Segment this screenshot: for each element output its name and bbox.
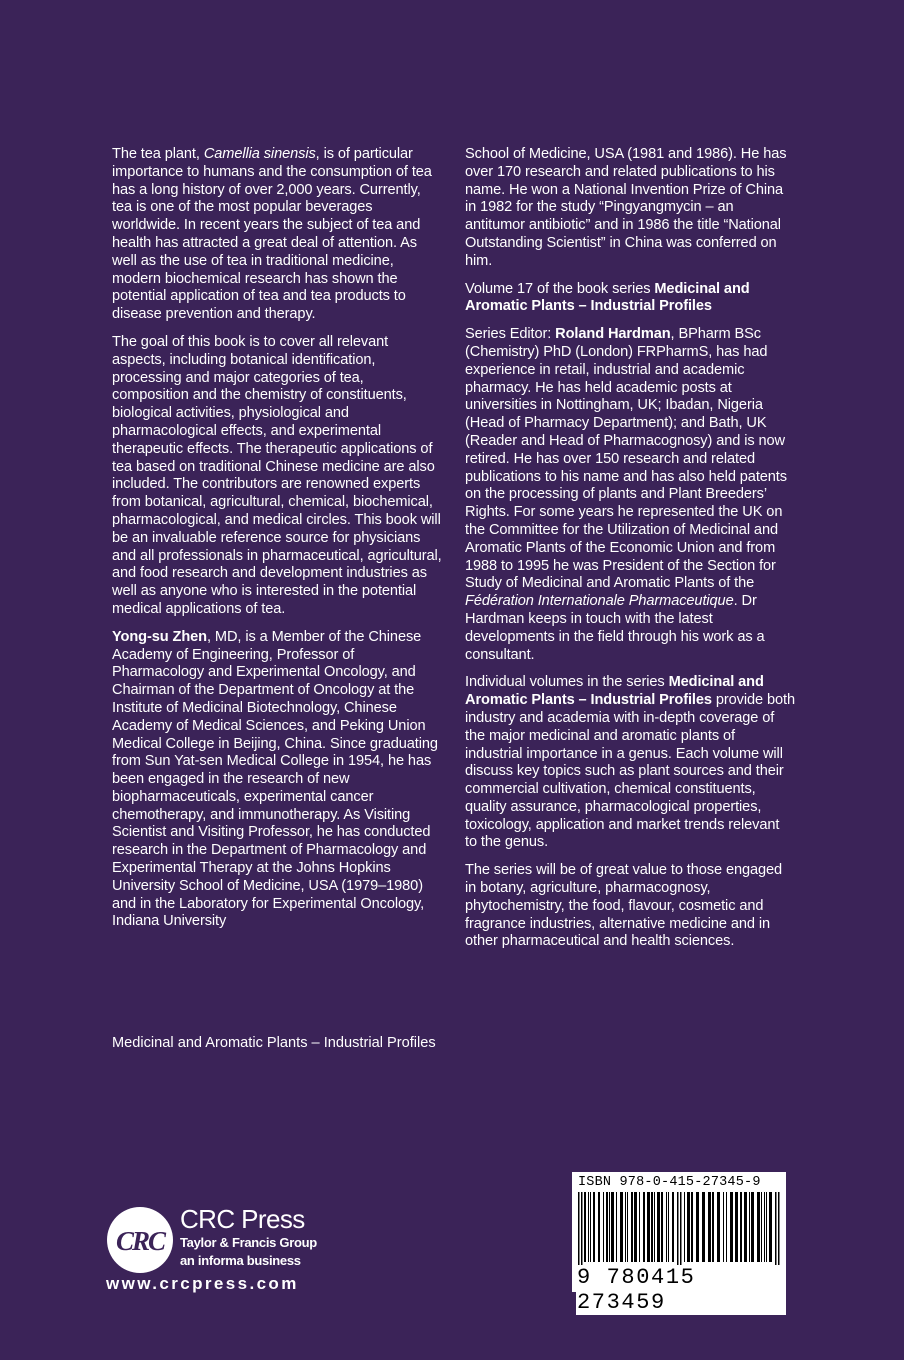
- crc-logo-mark: CRC: [115, 1226, 165, 1256]
- barcode-bar: [726, 1192, 727, 1262]
- barcode-bar: [684, 1192, 685, 1262]
- barcode-bar: [661, 1192, 663, 1262]
- barcode-bar: [647, 1192, 650, 1262]
- barcode-bar: [631, 1192, 633, 1262]
- barcode-bar: [609, 1192, 610, 1262]
- series-editor-paragraph: Series Editor: Roland Hardman, BPharm BSc (Chemistry) PhD (London) FRPharmS, has had experience in retail, industrial and academic pharmacy. He has held academic posts at universities in Nottingham, UK; Ibadan, Nigeria (Head of Pharmacy Department); and Bath, UK (Reader and Head of Pharmacognosy) and is now retired. He has over 150 research and related publications to his name and has also held patents on the processing of plants and Plant Breeders’ Rights. For some years he represented the UK on the Committee for the Utilization of Medicinal and Aromatic Plants of the Economic Union and from 1988 to 1995 he was President of the Section for Study of Medicinal and Aromatic Plants of the Fédération Internationale Pharmaceutique. Dr Hardman keeps in touch with the latest developments in the field through his work as a consultant.: [465, 326, 787, 663]
- barcode-bar: [657, 1192, 660, 1262]
- barcode-bar: [749, 1192, 750, 1262]
- series-title: Medicinal and Aromatic Plants – Industrial Profiles: [465, 280, 750, 315]
- barcode-bar: [668, 1192, 669, 1262]
- barcode-bar: [639, 1192, 640, 1262]
- barcode-bar: [764, 1192, 765, 1262]
- barcode-bar: [616, 1192, 617, 1262]
- barcode-bar: [672, 1192, 674, 1262]
- barcode-bar: [761, 1192, 762, 1262]
- barcode-bar: [581, 1192, 583, 1272]
- publisher-business: an informa business: [180, 1253, 301, 1268]
- publisher-url: www.crcpress.com: [106, 1274, 299, 1293]
- barcode-bar: [775, 1192, 777, 1272]
- barcode-bar: [654, 1192, 655, 1262]
- series-footer: Medicinal and Aromatic Plants – Industrial Profiles: [112, 1035, 436, 1051]
- barcode-bar: [588, 1192, 589, 1262]
- barcode-bar: [590, 1192, 591, 1262]
- barcode-bar: [687, 1192, 690, 1262]
- barcode-bar: [603, 1192, 604, 1262]
- barcode-bar: [611, 1192, 614, 1262]
- barcode-bar: [625, 1192, 626, 1262]
- barcode-bar: [593, 1192, 595, 1262]
- barcode-bar: [606, 1192, 608, 1262]
- barcode-bar: [778, 1192, 780, 1272]
- publisher-text: [180, 1204, 317, 1270]
- barcode-bar: [717, 1192, 720, 1262]
- barcode-bar: [696, 1192, 699, 1262]
- barcode-bar: [740, 1192, 742, 1262]
- intro-paragraph: The tea plant, Camellia sinensis, is of particular importance to humans and the consumption of tea has a long history of over 2,000 years. Currently, tea is one of the most popular beverages worldwide. In recent years the subject of tea and health has attracted a great deal of attention. As well as the use of tea in traditional medicine, modern biochemical research has shown the potential application of tea and tea products to disease prevention and therapy.: [112, 146, 432, 323]
- editor-name: Roland Hardman: [555, 326, 671, 343]
- barcode-bar: [584, 1192, 586, 1262]
- ean-digits: 9 780415 273459: [576, 1265, 786, 1315]
- barcode-bars-icon: [578, 1192, 780, 1272]
- barcode-bar: [627, 1192, 628, 1262]
- author-bio-continued: School of Medicine, USA (1981 and 1986). He has over 170 research and related publications to his name. He won a National Invention Prize of China in 1982 for the study “Pingyangmycin – an antitumor antibiotic” and in 1986 the title “National Outstanding Scientist” in China was conferred on him.: [465, 146, 787, 269]
- author-name: Yong-su Zhen: [112, 628, 207, 645]
- barcode-bar: [730, 1192, 733, 1262]
- barcode-bar: [651, 1192, 653, 1262]
- right-column: [465, 146, 795, 961]
- federation-name: Fédération Internationale Pharmaceutique: [465, 593, 734, 610]
- series-description-paragraph: Individual volumes in the series Medicinal and Aromatic Plants – Industrial Profiles provide both industry and academia with in-depth coverage of the major medicinal and aromatic plants of industrial importance in a genus. Each volume will discuss key topics such as plant sources and their commercial cultivation, chemical constituents, quality assurance, pharmacological properties, toxicology, application and market trends relevant to the genus.: [465, 674, 795, 851]
- isbn-label: ISBN 978-0-415-27345-9: [578, 1175, 761, 1190]
- left-column: [112, 146, 444, 941]
- barcode-bar: [702, 1192, 705, 1262]
- barcode-bar: [691, 1192, 693, 1262]
- barcode-bar: [620, 1192, 623, 1262]
- publisher-group: Taylor & Francis Group: [180, 1235, 317, 1250]
- barcode-bar: [769, 1192, 772, 1262]
- barcode-bar: [598, 1192, 600, 1262]
- barcode-bar: [677, 1192, 679, 1272]
- barcode-bar: [666, 1192, 667, 1262]
- volume-paragraph: Volume 17 of the book series Medicinal and Aromatic Plants – Industrial Profiles: [465, 280, 750, 315]
- publisher-logo: [106, 1204, 346, 1304]
- barcode-bar: [712, 1192, 714, 1262]
- barcode-bar: [744, 1192, 747, 1262]
- barcode-bar: [735, 1192, 738, 1262]
- barcode-bar: [708, 1192, 711, 1262]
- author-bio-paragraph: Yong-su Zhen, MD, is a Member of the Chinese Academy of Engineering, Professor of Pharmacology and Experimental Oncology, and Chairman of the Department of Oncology at the Institute of Medicinal Biotechnology, Chinese Academy of Medical Sciences, and Peking Union Medical College in Beijing, China. Since graduating from Sun Yat-sen Medical College in 1954, he has been engaged in the research of new biopharmaceuticals, experimental cancer chemotherapy, and immunotherapy. As Visiting Scientist and Visiting Professor, he has conducted research in the Department of Pharmacology and Experimental Therapy at the Johns Hopkins University School of Medicine, USA (1979–1980) and in the Laboratory for Experimental Oncology, Indiana University: [112, 628, 438, 930]
- barcode-bar: [578, 1192, 580, 1272]
- barcode: [572, 1172, 786, 1315]
- species-name: Camellia sinensis: [203, 146, 316, 162]
- barcode-bar: [680, 1192, 682, 1272]
- barcode-bar: [766, 1192, 767, 1262]
- barcode-bar: [723, 1192, 724, 1262]
- publisher-name: CRC Press: [180, 1204, 305, 1234]
- barcode-bar: [751, 1192, 754, 1262]
- series-value-paragraph: The series will be of great value to those engaged in botany, agriculture, pharmacognosy, phytochemistry, the food, flavour, cosmetic and fragrance industries, alternative medicine and in other pharmaceutical and health sciences.: [465, 862, 783, 950]
- barcode-bar: [634, 1192, 637, 1262]
- crc-logo-icon: [106, 1206, 174, 1274]
- series-title: Medicinal and Aromatic Plants – Industrial Profiles: [465, 674, 764, 709]
- barcode-bar: [643, 1192, 645, 1262]
- goal-paragraph: The goal of this book is to cover all relevant aspects, including botanical identification, processing and major categories of tea, composition and the chemistry of constituents, biological activities, physiological and pharmacological effects, and experimental therapeutic effects. The therapeutic applications of tea based on traditional Chinese medicine are also included. The contributors are renowned experts from botanical, agricultural, chemical, biochemical, pharmacological, and medical circles. This book will be an invaluable reference source for physicians and all professionals in pharmaceutical, agricultural, and food research and development industries as well as anyone who is interested in the potential medical applications of tea.: [112, 333, 442, 617]
- barcode-bar: [757, 1192, 760, 1262]
